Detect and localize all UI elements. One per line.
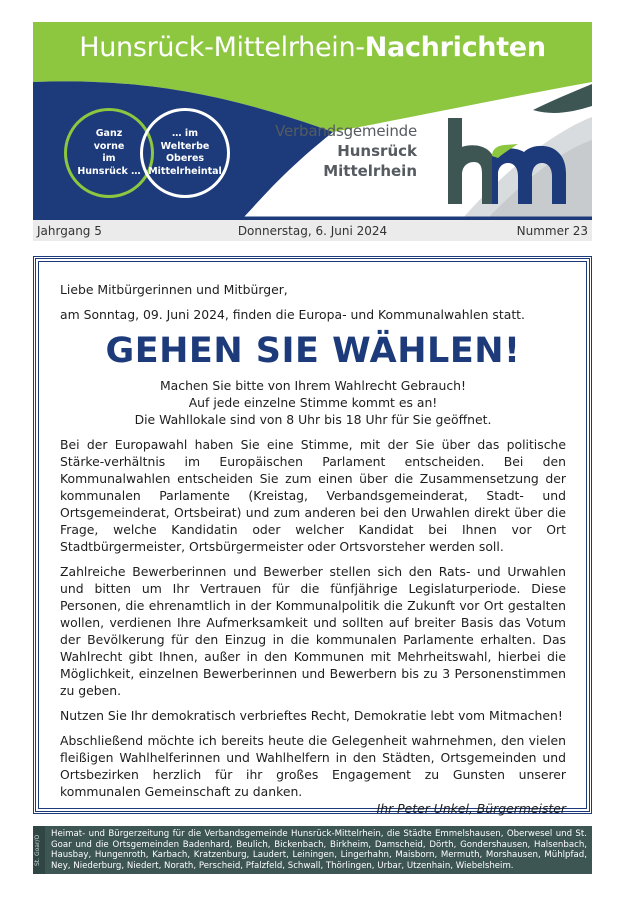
org-line-1: Verbandsgemeinde (275, 122, 417, 140)
masthead-title (33, 32, 592, 63)
volume-label: Jahrgang 5 (37, 224, 102, 238)
masthead (33, 22, 592, 218)
issue-info-bar (33, 218, 592, 241)
letter-body (60, 281, 566, 817)
footer-side-strip (33, 826, 45, 874)
footer-side-label: St. Goar/O (34, 834, 41, 866)
slogan-left-text: Ganz vorne im Hunsrück … (77, 128, 141, 177)
title-regular: Hunsrück-Mittelrhein- (79, 32, 365, 63)
intro-line: am Sonntag, 09. Juni 2024, finden die Europa- und Kommunalwahlen statt. (60, 307, 525, 322)
footer-banner (33, 826, 592, 874)
organization-name (251, 121, 417, 181)
paragraph-bewerber: Zahlreiche Bewerberinnen und Bewerber stellen sich den Rats- und Urwahlen und bitten um Ihr Vertrauen für die fünfjährige Legislaturperiode. Diese Personen, die ehrenamtlich in der Kommunalpolitik die Zukunft vor Ort gestalten wollen, verdienen Ihre Aufmerksamkeit und sollten auf breiter Basis das Votum der Bevölkerung für den Einzug in die kommunalen Parlamente erhalten. Das Wahlrecht gibt Ihnen, außer in den Kommunen mit Mehrheitswahl, hierbei die Möglichkeit, einzelnen Bewerberinnen und Bewerbern bis zu 3 Personenstimmen zu geben. (60, 564, 566, 698)
signature: Ihr Peter Unkel, Bürgermeister (376, 801, 566, 816)
org-line-3: Mittelrhein (323, 162, 417, 180)
footer-text: Heimat- und Bürgerzeitung für die Verbandsgemeinde Hunsrück-Mittelrhein, die Städte Emmelshausen, Oberwesel und St. Goar und die Ortsgemeinden Badenhard, Beulich, Bickenbach, Birkheim, Damscheid, Dörth, Gondershausen, Halsenbach, Hausbay, Hungenroth, Karbach, Kratzenburg, Laudert, Leiningen, Lingerhahn, Maisborn, Mermuth, Morshausen, Mühlpfad, Ney, Niederburg, Niedert, Norath, Perscheid, Pfalzfeld, Schwall, Thörlingen, Urbar, Utzenhain, Wiebelsheim. (51, 829, 587, 871)
headline: GEHEN SIE WÄHLEN! (105, 331, 521, 371)
issue-number: Nummer 23 (516, 224, 588, 238)
title-bold: Nachrichten (364, 32, 546, 63)
paragraph-demokratie: Nutzen Sie Ihr demokratisch verbrieftes Recht, Demokratie lebt vom Mitmachen! (60, 708, 563, 723)
org-line-2: Hunsrück (337, 142, 417, 160)
appeal-line-1: Machen Sie bitte von Ihrem Wahlrecht Gebrauch! (159, 378, 466, 393)
hm-logo-icon (448, 116, 578, 208)
issue-date: Donnerstag, 6. Juni 2024 (237, 224, 388, 238)
appeal-line-2: Auf jede einzelne Stimme kommt es an! (188, 395, 438, 410)
slogan-circle-right (140, 108, 230, 198)
slogan-right-text: … im Welterbe Oberes Mittelrheintal (148, 128, 222, 177)
appeal-line-3: Die Wahllokale sind von 8 Uhr bis 18 Uhr für Sie geöffnet. (134, 412, 492, 427)
greeting: Liebe Mitbürgerinnen und Mitbürger, (60, 282, 288, 297)
paragraph-dank: Abschließend möchte ich bereits heute die Gelegenheit wahrnehmen, den vielen fleißigen Wahlhelferinnen und Wahlhelfern in den Städten, Ortsgemeinden und Ortsbezirken herzlich für ihr großes Engagement zu Gunsten unserer kommunalen Gemeinschaft zu danken. (60, 733, 566, 799)
paragraph-europawahl: Bei der Europawahl haben Sie eine Stimme, mit der Sie über das politische Stärke-verhältnis im Europäischen Parlament entscheiden. Bei den Kommunalwahlen entscheiden Sie zum einen über die Zusammensetzung der kommunalen Parlamente (Kreistag, Verbandsgemeinderat, Stadt- und Ortsgemeinderat, Ortsbeirat) und zum anderen bei den Urwahlen direkt über die Frage, welche Kandidatin oder welcher Kandidat bei Ihnen vor Ort Stadtbürgermeister, Ortsbürgermeister oder Ortsvorsteher werden soll. (60, 437, 566, 554)
